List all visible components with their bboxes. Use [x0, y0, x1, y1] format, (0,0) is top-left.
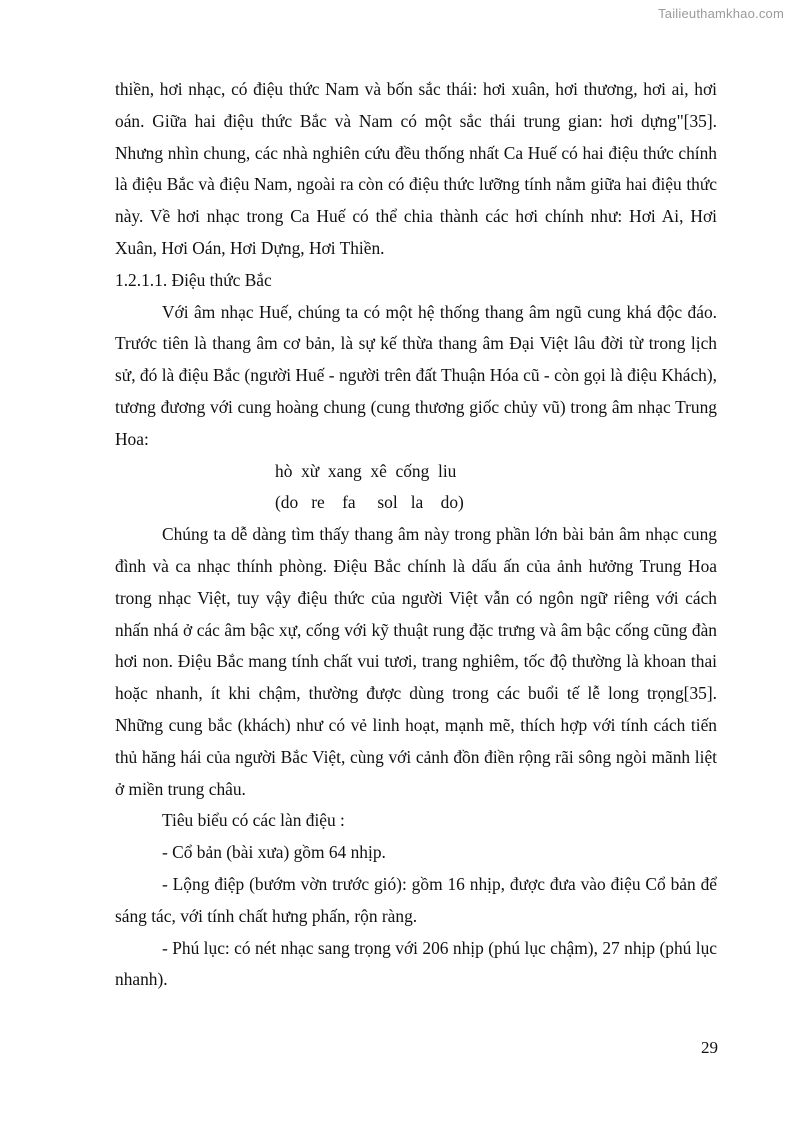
scale-names-line: hò xừ xang xê cống liu [275, 460, 457, 481]
paragraph-4: Tiêu biểu có các làn điệu : [162, 810, 345, 831]
list-item-long-diep: - Lộng điệp (bướm vờn trước gió): gồm 16 nhịp, được đưa vào điệu Cổ bản để sáng tác, với tính chất hưng phấn, rộn ràng. [115, 873, 717, 926]
scale-solfege-line: (do re fa sol la do) [275, 492, 464, 513]
list-item-phu-luc: - Phú lục: có nét nhạc sang trọng với 206 nhịp (phú lục chậm), 27 nhịp (phú lục nhanh). [115, 937, 717, 990]
paragraph-1: thiền, hơi nhạc, có điệu thức Nam và bốn sắc thái: hơi xuân, hơi thương, hơi ai, hơi oán. Giữa hai điệu thức Bắc và Nam có một sắc thái trung gian: hơi dựng"[35]. Nhưng nhìn chung, các nhà nghiên cứu đều thống nhất Ca Huế có hai điệu thức chính là điệu Bắc và điệu Nam, ngoài ra còn có điệu thức lưỡng tính nằm giữa hai điệu thức này. Về hơi nhạc trong Ca Huế có thể chia thành các hơi chính như: Hơi Ai, Hơi Xuân, Hơi Oán, Hơi Dựng, Hơi Thiền. [115, 79, 717, 258]
paragraph-2: Với âm nhạc Huế, chúng ta có một hệ thống thang âm ngũ cung khá độc đáo. Trước tiên là thang âm cơ bản, là sự kế thừa thang âm Đại Việt lâu đời từ trong lịch sử, đó là điệu Bắc (người Huế - người trên đất Thuận Hóa cũ - còn gọi là điệu Khách), tương đương với cung hoàng chung (cung thương giốc chủy vũ) trong âm nhạc Trung Hoa: [115, 301, 717, 449]
list-item-co-ban: - Cổ bản (bài xưa) gồm 64 nhịp. [162, 842, 386, 863]
page-number: 29 [701, 1038, 718, 1057]
paragraph-3: Chúng ta dễ dàng tìm thấy thang âm này trong phần lớn bài bản âm nhạc cung đình và ca nhạc thính phòng. Điệu Bắc chính là dấu ấn của ảnh hưởng Trung Hoa trong nhạc Việt, tuy vậy điệu thức của người Việt vẫn có ngôn ngữ riêng với cách nhấn nhá ở các âm bậc xự, cống với kỹ thuật rung đặc trưng và âm bậc cống cũng đàn hơi non. Điệu Bắc mang tính chất vui tươi, trang nghiêm, tốc độ thường là khoan thai hoặc nhanh, ít khi chậm, thường được dùng trong các buổi tế lễ long trọng[35]. Những cung bắc (khách) như có vẻ linh hoạt, mạnh mẽ, thích hợp với tính cách tiến thủ hăng hái của người Bắc Việt, cùng với cảnh đồn điền rộng rãi sông ngòi mãnh liệt ở miền trung châu. [115, 524, 717, 799]
page-body [115, 74, 717, 996]
section-heading: 1.2.1.1. Điệu thức Bắc [115, 269, 272, 290]
watermark-text: Tailieuthamkhao.com [658, 6, 784, 21]
